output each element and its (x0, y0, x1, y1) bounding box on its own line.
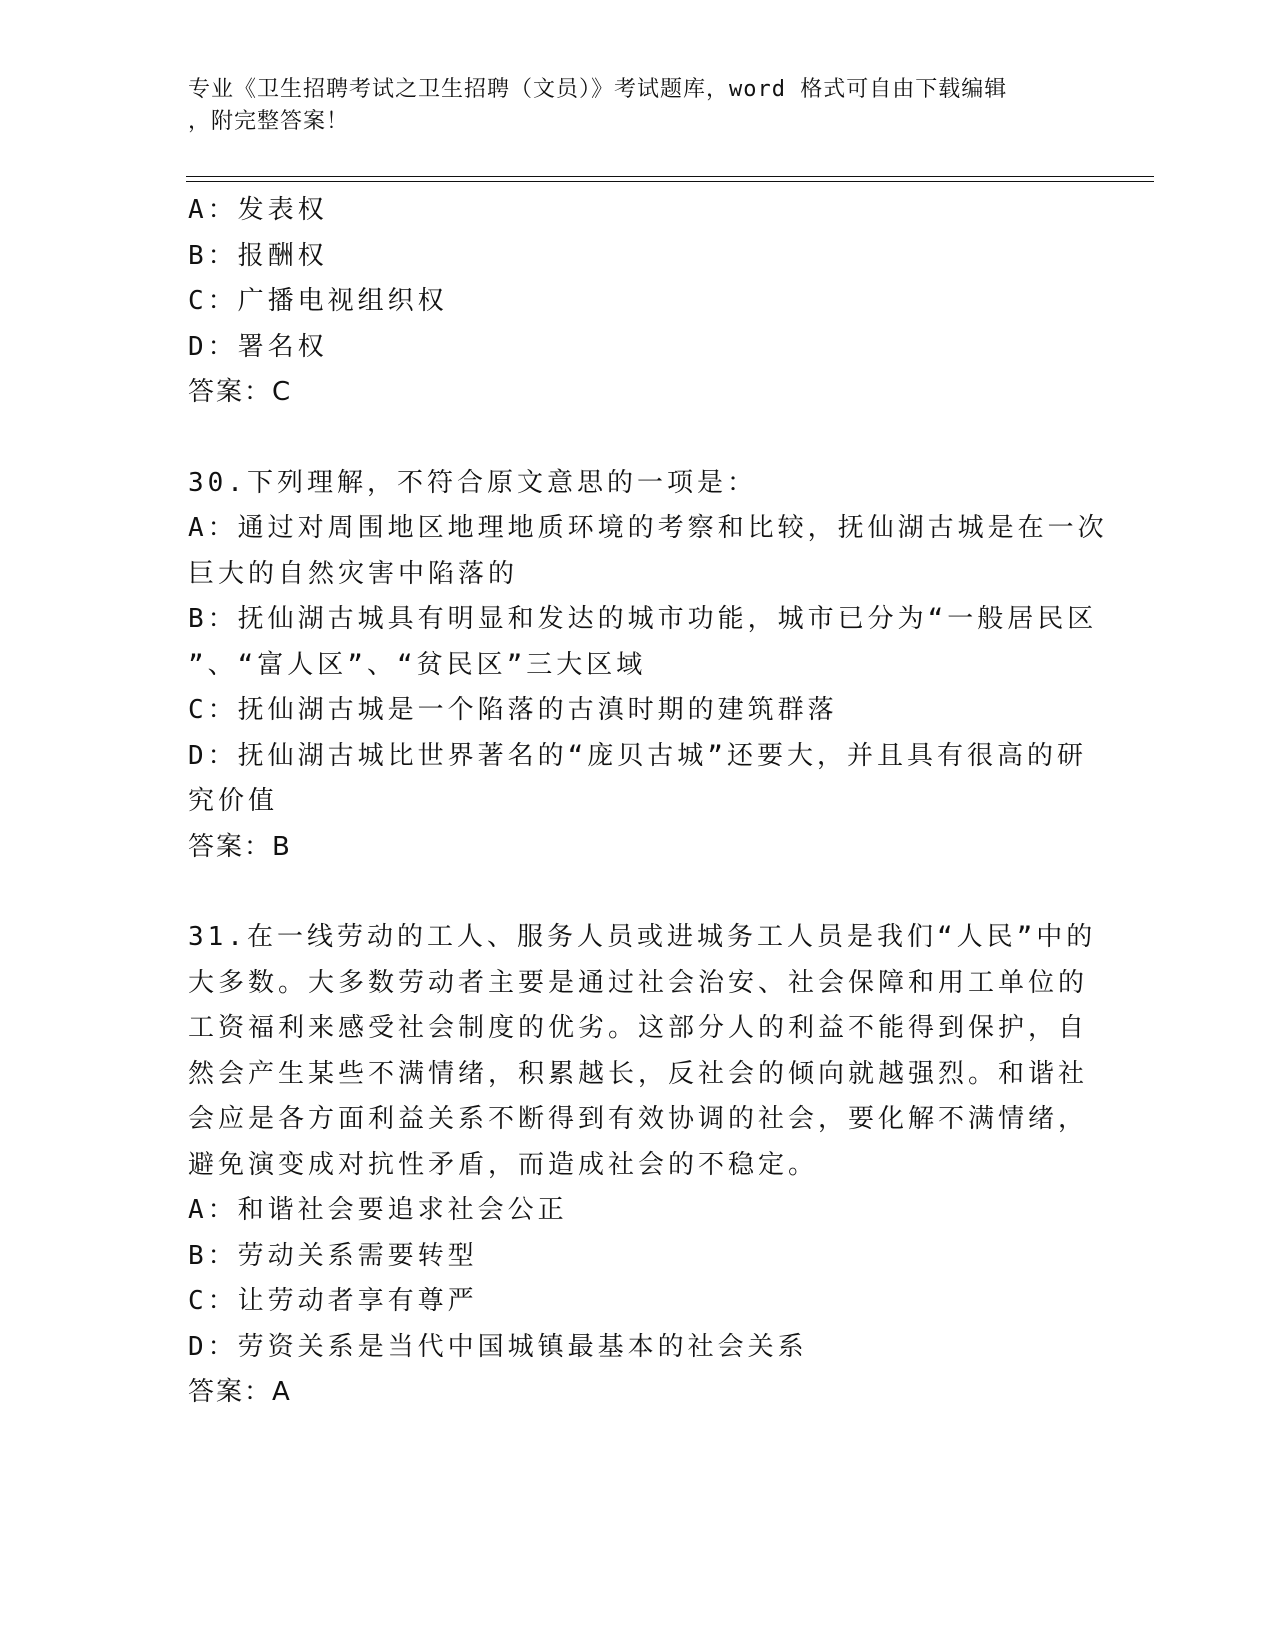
q29-option-b: B：报酬权 (188, 240, 328, 271)
q30-question: 30.下列理解，不符合原文意思的一项是： (188, 467, 757, 498)
question-29-block (188, 188, 1088, 416)
q30-answer: 答案：B (188, 831, 292, 862)
header-line-2: ，附完整答案！ (188, 109, 350, 134)
question-content (188, 188, 1108, 1416)
question-31-block (188, 915, 1097, 1416)
header-line-1: 专业《卫生招聘考试之卫生招聘（文员）》考试题库，word 格式可自由下载编辑 (188, 77, 1008, 102)
q31-question-line-3: 工资福利来感受社会制度的优劣。这部分人的利益不能得到保护，自 (188, 1013, 1089, 1043)
q31-option-a: A：和谐社会要追求社会公正 (188, 1195, 568, 1225)
q31-question-line-4: 然会产生某些不满情绪，积累越长，反社会的倾向就越强烈。和谐社 (188, 1058, 1089, 1089)
q30-option-b-line-2: ”、“富人区”、“贫民区”三大区域 (188, 649, 647, 680)
q29-answer: 答案：C (188, 377, 293, 407)
document-header (188, 74, 1068, 138)
q29-option-d: D：署名权 (188, 331, 328, 362)
q30-option-c: C：抚仙湖古城是一个陷落的古滇时期的建筑群落 (188, 695, 838, 725)
q30-option-a-line-2: 巨大的自然灾害中陷落的 (188, 558, 519, 589)
q30-option-b-line-1: B：抚仙湖古城具有明显和发达的城市功能，城市已分为“一般居民区 (188, 604, 1098, 634)
spacer (188, 416, 1088, 461)
q31-question-line-5: 会应是各方面利益关系不断得到有效协调的社会，要化解不满情绪， (188, 1104, 1089, 1134)
q30-option-a-line-1: A：通过对周围地区地理地质环境的考察和比较，抚仙湖古城是在一次 (188, 513, 1108, 543)
spacer (188, 870, 1088, 915)
q31-option-d: D：劳资关系是当代中国城镇最基本的社会关系 (188, 1331, 808, 1362)
q30-option-d-line-2: 究价值 (188, 786, 279, 816)
q31-answer: 答案：A (188, 1377, 292, 1407)
header-divider-bottom (186, 181, 1154, 182)
q29-option-a: A：发表权 (188, 195, 328, 225)
q31-question-line-6: 避免演变成对抗性矛盾，而造成社会的不稳定。 (188, 1149, 819, 1180)
question-30-block (188, 461, 1108, 871)
q29-option-c: C：广播电视组织权 (188, 286, 448, 316)
q30-option-d-line-1: D：抚仙湖古城比世界著名的“庞贝古城”还要大，并且具有很高的研 (188, 740, 1087, 771)
q31-question-line-2: 大多数。大多数劳动者主要是通过社会治安、社会保障和用工单位的 (188, 967, 1089, 998)
header-divider-top (186, 176, 1154, 177)
q31-question-line-1: 31.在一线劳动的工人、服务人员或进城务工人员是我们“人民”中的 (188, 922, 1097, 952)
q31-option-c: C：让劳动者享有尊严 (188, 1286, 478, 1316)
q31-option-b: B：劳动关系需要转型 (188, 1240, 478, 1271)
